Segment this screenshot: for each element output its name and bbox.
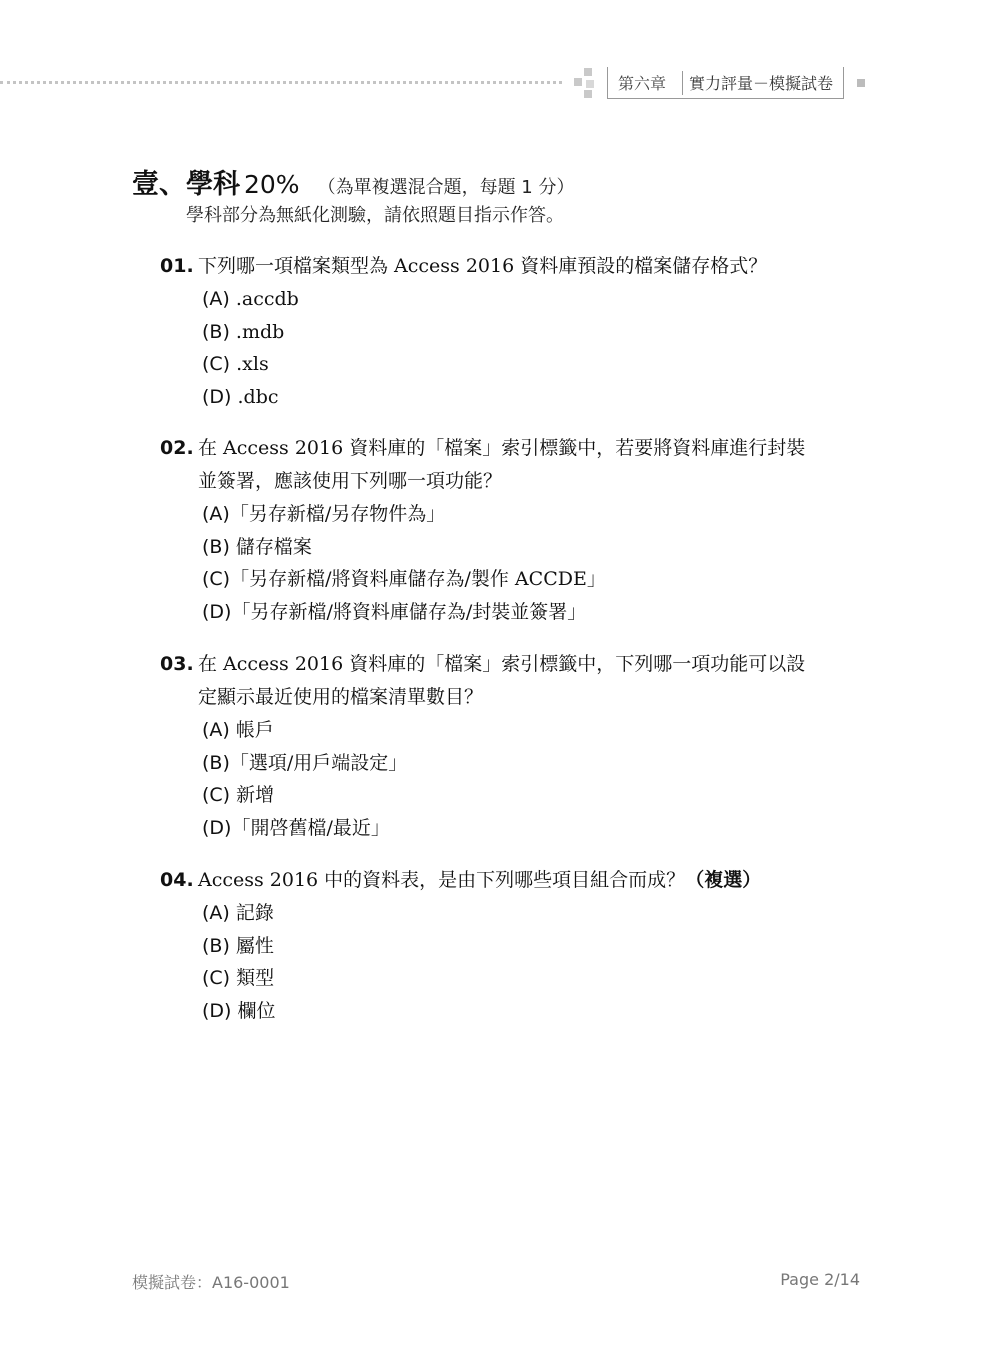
option-text: .xls bbox=[230, 353, 269, 375]
option-d bbox=[202, 381, 870, 414]
option-text: .accdb bbox=[229, 288, 299, 310]
option-d bbox=[202, 812, 870, 845]
option-text: 「開啓舊檔/最近」 bbox=[231, 816, 390, 839]
section-heading bbox=[132, 162, 574, 201]
option-b bbox=[202, 747, 870, 780]
question-text: 下列哪一項檔案類型為 Access 2016 資料庫預設的檔案儲存格式？ bbox=[198, 255, 768, 277]
option-c bbox=[202, 962, 870, 995]
option-text: 「另存新檔/將資料庫儲存為/製作 ACCDE」 bbox=[230, 568, 606, 590]
running-header bbox=[607, 67, 844, 99]
option-label: (A) bbox=[202, 902, 230, 924]
section-percent: 20% bbox=[244, 170, 300, 199]
chapter-title: 實力評量－模擬試卷 bbox=[689, 74, 834, 93]
option-label: (D) bbox=[202, 385, 232, 408]
question-number: 01. bbox=[160, 255, 194, 277]
question-text: 在 Access 2016 資料庫的「檔案」索引標籤中，下列哪一項功能可以設 bbox=[198, 653, 806, 675]
question-text: 並簽署，應該使用下列哪一項功能？ bbox=[198, 470, 503, 492]
question-text-wrapper bbox=[198, 864, 870, 897]
question-text: Access 2016 中的資料表，是由下列哪些項目組合而成？ bbox=[198, 869, 686, 891]
option-text: 儲存檔案 bbox=[229, 535, 312, 558]
option-d bbox=[202, 995, 870, 1028]
option-c bbox=[202, 779, 870, 812]
header-dotted-rule bbox=[0, 81, 562, 84]
question-text: 定顯示最近使用的檔案清單數目？ bbox=[198, 686, 484, 708]
option-text: 「另存新檔/將資料庫儲存為/封裝並簽署」 bbox=[231, 600, 587, 623]
option-b bbox=[202, 316, 870, 349]
question-number: 03. bbox=[160, 653, 194, 675]
option-text: 類型 bbox=[230, 967, 275, 989]
option-text: 新增 bbox=[230, 784, 275, 806]
option-a bbox=[202, 283, 870, 316]
option-label: (D) bbox=[202, 816, 232, 839]
option-label: (B) bbox=[202, 320, 230, 343]
option-text: 帳戶 bbox=[229, 719, 274, 741]
option-d bbox=[202, 596, 870, 629]
option-label: (D) bbox=[202, 999, 232, 1022]
question-text: 在 Access 2016 資料庫的「檔案」索引標籤中，若要將資料庫進行封裝 bbox=[198, 437, 806, 459]
question-number: 02. bbox=[160, 437, 194, 459]
option-label: (B) bbox=[202, 934, 230, 957]
question-line-continued bbox=[160, 681, 870, 714]
option-label: (B) bbox=[202, 535, 230, 558]
question-line bbox=[160, 432, 870, 465]
option-label: (C) bbox=[202, 568, 231, 590]
header-end-square bbox=[857, 79, 865, 87]
section-note: （為單複選混合題，每題 1 分） bbox=[317, 177, 575, 198]
option-text: 欄位 bbox=[231, 999, 276, 1022]
option-c bbox=[202, 563, 870, 596]
option-text: .mdb bbox=[229, 320, 285, 343]
option-a bbox=[202, 714, 870, 747]
question-03 bbox=[160, 648, 870, 844]
option-label: (D) bbox=[202, 600, 232, 623]
option-label: (A) bbox=[202, 288, 230, 310]
option-b bbox=[202, 531, 870, 564]
option-c bbox=[202, 348, 870, 381]
option-label: (C) bbox=[202, 353, 231, 375]
question-line bbox=[160, 250, 870, 283]
question-number: 04. bbox=[160, 869, 194, 891]
option-text: 屬性 bbox=[229, 934, 274, 957]
option-a bbox=[202, 498, 870, 531]
question-04 bbox=[160, 864, 870, 1027]
option-label: (B) bbox=[202, 751, 230, 774]
option-label: (C) bbox=[202, 784, 231, 806]
question-line-continued bbox=[160, 465, 870, 498]
option-text: 「另存新檔/另存物件為」 bbox=[229, 503, 446, 525]
page-number: Page 2/14 bbox=[780, 1270, 860, 1289]
option-text: .dbc bbox=[231, 385, 279, 408]
chapter-label: 第六章 bbox=[618, 74, 667, 93]
option-text: 「選項/用戶端設定」 bbox=[229, 751, 408, 774]
option-label: (A) bbox=[202, 503, 230, 525]
section-description: 學科部分為無紙化測驗，請依照題目指示作答。 bbox=[186, 205, 564, 226]
question-02 bbox=[160, 432, 870, 628]
option-a bbox=[202, 897, 870, 930]
option-label: (C) bbox=[202, 967, 231, 989]
section-title: 壹、學科 bbox=[132, 169, 240, 200]
question-01 bbox=[160, 250, 870, 413]
option-b bbox=[202, 930, 870, 963]
exam-code: 模擬試卷：A16-0001 bbox=[132, 1273, 290, 1292]
question-line bbox=[160, 648, 870, 681]
header-divider bbox=[682, 71, 683, 95]
header-squares-decoration bbox=[574, 68, 600, 98]
option-label: (A) bbox=[202, 719, 230, 741]
question-line bbox=[160, 864, 870, 897]
option-text: 記錄 bbox=[229, 902, 274, 924]
multi-select-tag: （複選） bbox=[685, 869, 762, 891]
